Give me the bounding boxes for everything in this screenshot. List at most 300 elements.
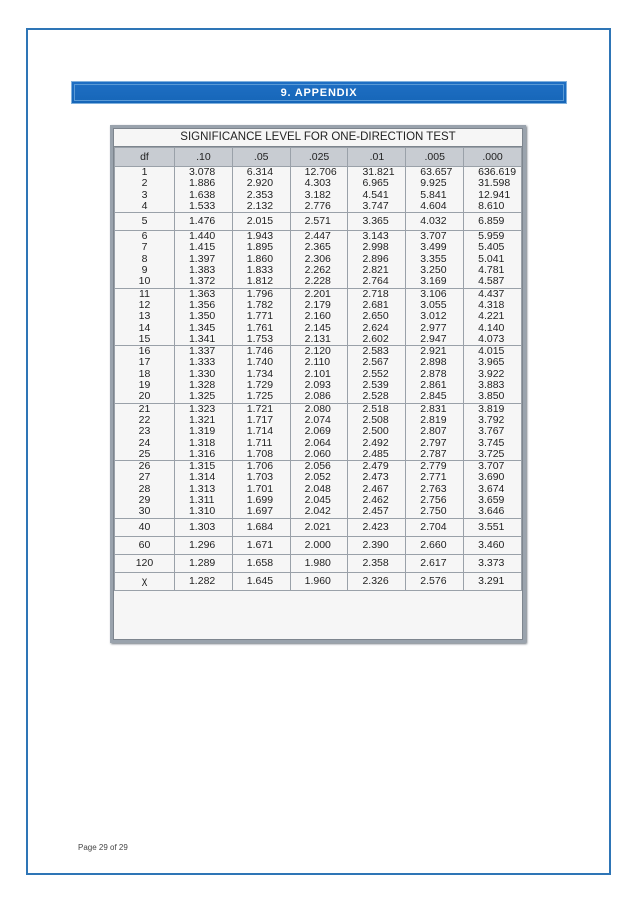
critical-value: 3.792 — [478, 413, 505, 426]
value-cell — [232, 518, 290, 536]
critical-value: 1.289 — [188, 556, 216, 569]
critical-value: 1.960 — [304, 574, 331, 587]
critical-value: 4.015 — [478, 345, 505, 358]
critical-value: 2.358 — [362, 556, 389, 569]
critical-value: 2.920 — [246, 177, 274, 190]
df-cell — [115, 572, 175, 590]
critical-value: 9.925 — [420, 177, 447, 190]
df-value: 29 — [138, 494, 151, 507]
df-value: 120 — [135, 556, 154, 569]
critical-value: 1.350 — [188, 310, 216, 323]
critical-value: 6.859 — [478, 215, 505, 228]
value-cell — [232, 231, 290, 288]
value-cell — [232, 167, 290, 213]
critical-value: 4.221 — [478, 310, 505, 323]
df-value: 20 — [138, 390, 151, 403]
critical-value: 6.314 — [246, 166, 274, 178]
value-cell — [348, 572, 406, 590]
value-cell — [464, 231, 522, 288]
critical-value: 2.015 — [246, 215, 274, 228]
critical-value: 2.447 — [304, 230, 331, 243]
critical-value: 2.492 — [362, 436, 389, 449]
value-cell — [348, 518, 406, 536]
value-cell — [348, 213, 406, 231]
critical-value: 2.060 — [304, 447, 331, 460]
df-value: 60 — [138, 538, 151, 551]
df-cell — [115, 346, 175, 403]
critical-value: 1.658 — [246, 556, 274, 569]
critical-value: 4.140 — [478, 321, 505, 334]
df-cell — [115, 461, 175, 518]
critical-value: 6.965 — [362, 177, 389, 190]
critical-value: 2.131 — [304, 332, 331, 345]
df-cell — [115, 554, 175, 572]
critical-value: 1.708 — [246, 447, 274, 460]
value-cell — [232, 536, 290, 554]
critical-value: 2.479 — [362, 460, 389, 473]
value-cell — [464, 403, 522, 460]
value-cell — [290, 518, 348, 536]
header-col: .10 — [174, 148, 232, 167]
table-row-group — [115, 403, 522, 460]
critical-value: 2.552 — [362, 367, 389, 380]
df-value: 6 — [141, 230, 148, 243]
critical-value: 2.365 — [304, 241, 331, 254]
critical-value: 3.707 — [478, 460, 505, 473]
critical-value: 2.423 — [362, 520, 389, 533]
value-cell — [406, 213, 464, 231]
critical-value: 2.179 — [304, 298, 331, 311]
df-value: 40 — [138, 520, 151, 533]
df-cell — [115, 231, 175, 288]
critical-value: 2.576 — [420, 574, 447, 587]
df-cell — [115, 518, 175, 536]
value-cell — [348, 536, 406, 554]
value-cell — [174, 288, 232, 345]
critical-value: 2.326 — [362, 574, 389, 587]
value-cell — [290, 536, 348, 554]
critical-value: 1.341 — [188, 332, 216, 345]
critical-value: 1.943 — [246, 230, 274, 243]
critical-value: 1.697 — [246, 505, 274, 518]
critical-value: 3.169 — [420, 275, 447, 288]
critical-value: 4.604 — [420, 199, 447, 212]
critical-value: 1.725 — [246, 390, 274, 403]
df-value: 17 — [138, 356, 151, 369]
value-cell — [290, 403, 348, 460]
df-value: 18 — [138, 367, 151, 380]
df-value: 9 — [141, 264, 148, 277]
critical-value: 2.473 — [362, 471, 389, 484]
critical-value: 1.701 — [246, 482, 274, 495]
critical-value: 1.734 — [246, 367, 274, 380]
table-row-group — [115, 288, 522, 345]
critical-value: 2.764 — [362, 275, 389, 288]
critical-value: 4.303 — [304, 177, 331, 190]
df-value: 14 — [138, 321, 151, 334]
section-heading — [71, 81, 567, 104]
critical-value: 1.782 — [246, 298, 274, 311]
critical-value: 2.074 — [304, 413, 331, 426]
critical-value: 2.508 — [362, 413, 389, 426]
critical-value: 2.787 — [420, 447, 447, 460]
critical-value: 1.980 — [304, 556, 331, 569]
table-row-group — [115, 213, 522, 231]
critical-value: 2.101 — [304, 367, 331, 380]
value-cell — [232, 461, 290, 518]
table-row-group — [115, 346, 522, 403]
critical-value: 2.518 — [362, 402, 389, 415]
critical-value: 1.476 — [188, 215, 216, 228]
critical-value: 2.602 — [362, 332, 389, 345]
critical-value: 1.699 — [246, 494, 274, 507]
critical-value: 1.711 — [246, 436, 273, 449]
critical-value: 2.977 — [420, 321, 447, 334]
critical-value: 2.898 — [420, 356, 447, 369]
critical-value: 3.055 — [420, 298, 447, 311]
critical-value: 1.860 — [246, 252, 274, 265]
table-row-group — [115, 518, 522, 536]
df-cell — [115, 167, 175, 213]
critical-value: 1.318 — [188, 436, 216, 449]
critical-value: 1.337 — [188, 345, 216, 358]
df-value: 19 — [138, 379, 151, 392]
value-cell — [290, 167, 348, 213]
critical-value: 2.069 — [304, 425, 331, 438]
critical-value: 1.296 — [188, 538, 216, 551]
critical-value: 1.313 — [188, 482, 216, 495]
df-cell — [115, 403, 175, 460]
section-heading-text: 9. APPENDIX — [280, 86, 358, 99]
critical-value: 3.747 — [362, 199, 389, 212]
critical-value: 2.093 — [304, 379, 331, 392]
critical-value: 3.725 — [478, 447, 505, 460]
critical-value: 1.319 — [188, 425, 216, 438]
critical-value: 2.831 — [420, 402, 447, 415]
critical-value: 3.365 — [362, 215, 389, 228]
critical-value: 2.797 — [420, 436, 447, 449]
critical-value: 12.941 — [478, 188, 511, 201]
critical-value: 2.681 — [362, 298, 389, 311]
value-cell — [348, 231, 406, 288]
value-cell — [232, 213, 290, 231]
critical-value: 3.551 — [478, 520, 505, 533]
critical-value: 2.042 — [304, 505, 331, 518]
critical-value: 3.690 — [478, 471, 505, 484]
value-cell — [232, 346, 290, 403]
df-value: 30 — [138, 505, 151, 518]
value-cell — [174, 213, 232, 231]
critical-value: 1.345 — [188, 321, 216, 334]
critical-value: 2.763 — [420, 482, 447, 495]
value-cell — [406, 231, 464, 288]
critical-value: 4.781 — [478, 264, 505, 277]
critical-value: 1.796 — [246, 287, 274, 300]
header-col: .005 — [406, 148, 464, 167]
critical-value: 3.078 — [188, 166, 216, 178]
critical-value: 4.587 — [478, 275, 505, 288]
critical-value: 3.373 — [478, 556, 505, 569]
critical-value: 2.660 — [420, 538, 447, 551]
critical-value: 4.437 — [478, 287, 505, 300]
value-cell — [290, 572, 348, 590]
critical-value: 2.528 — [362, 390, 389, 403]
critical-value: 2.064 — [304, 436, 331, 449]
critical-value: 1.684 — [246, 520, 274, 533]
value-cell — [348, 167, 406, 213]
critical-value: 2.650 — [362, 310, 389, 323]
value-cell — [464, 288, 522, 345]
critical-value: 2.110 — [304, 356, 331, 369]
critical-value: 2.201 — [304, 287, 331, 300]
critical-value: 1.316 — [188, 447, 216, 460]
critical-value: 1.325 — [188, 390, 216, 403]
critical-value: 5.041 — [478, 252, 505, 265]
critical-value: 1.717 — [246, 413, 274, 426]
df-cell — [115, 536, 175, 554]
critical-value: 1.703 — [246, 471, 274, 484]
critical-value: 1.315 — [188, 460, 216, 473]
critical-value: 2.845 — [420, 390, 447, 403]
critical-value: 1.311 — [188, 494, 215, 507]
df-value: 27 — [138, 471, 151, 484]
critical-value: 1.328 — [188, 379, 216, 392]
critical-value: 3.674 — [478, 482, 505, 495]
df-value: 28 — [138, 482, 151, 495]
df-value: 5 — [141, 215, 148, 228]
header-col: .025 — [290, 148, 348, 167]
critical-value: 3.499 — [420, 241, 447, 254]
critical-value: 2.457 — [362, 505, 389, 518]
df-value: 4 — [141, 199, 148, 212]
critical-value: 1.533 — [188, 199, 216, 212]
df-cell — [115, 288, 175, 345]
critical-value: 1.310 — [188, 505, 216, 518]
critical-value: 3.460 — [478, 538, 505, 551]
critical-value: 1.729 — [246, 379, 274, 392]
table-title: SIGNIFICANCE LEVEL FOR ONE-DIRECTION TEST — [114, 129, 522, 147]
table-row-group — [115, 461, 522, 518]
critical-value: 12.706 — [304, 166, 337, 178]
critical-value: 2.052 — [304, 471, 331, 484]
critical-value: 2.624 — [362, 321, 389, 334]
critical-value: 2.500 — [362, 425, 389, 438]
critical-value: 2.921 — [420, 345, 447, 358]
value-cell — [406, 518, 464, 536]
critical-value: 1.886 — [188, 177, 216, 190]
df-value: 22 — [138, 413, 151, 426]
value-cell — [464, 213, 522, 231]
critical-value: 2.878 — [420, 367, 447, 380]
value-cell — [174, 346, 232, 403]
critical-value: 1.440 — [188, 230, 216, 243]
critical-value: 2.306 — [304, 252, 331, 265]
critical-value: 2.228 — [304, 275, 331, 288]
value-cell — [290, 554, 348, 572]
critical-value: 2.145 — [304, 321, 331, 334]
critical-value: 4.541 — [362, 188, 389, 201]
critical-value: 3.965 — [478, 356, 505, 369]
value-cell — [290, 288, 348, 345]
value-cell — [174, 572, 232, 590]
header-col: .01 — [348, 148, 406, 167]
critical-value: 2.000 — [304, 538, 331, 551]
df-value: 2 — [141, 177, 148, 190]
df-cell — [115, 213, 175, 231]
critical-value: 1.740 — [246, 356, 274, 369]
critical-value: 3.850 — [478, 390, 505, 403]
critical-value: 3.767 — [478, 425, 505, 438]
critical-value: 1.282 — [188, 574, 216, 587]
value-cell — [174, 554, 232, 572]
df-value: 11 — [139, 287, 150, 300]
critical-value: 2.567 — [362, 356, 389, 369]
table-body — [115, 167, 522, 591]
critical-value: 2.485 — [362, 447, 389, 460]
critical-value: 1.895 — [246, 241, 274, 254]
value-cell — [464, 572, 522, 590]
value-cell — [290, 231, 348, 288]
critical-value: 2.617 — [420, 556, 447, 569]
critical-value: 2.756 — [420, 494, 447, 507]
value-cell — [348, 461, 406, 518]
critical-value: 2.779 — [420, 460, 447, 473]
critical-value: 1.753 — [246, 332, 274, 345]
critical-value: 2.704 — [420, 520, 447, 533]
critical-value: 2.160 — [304, 310, 331, 323]
critical-value: 1.415 — [188, 241, 216, 254]
value-cell — [174, 518, 232, 536]
value-cell — [232, 403, 290, 460]
value-cell — [406, 288, 464, 345]
header-col: .05 — [232, 148, 290, 167]
value-cell — [348, 403, 406, 460]
critical-value: 2.819 — [420, 413, 447, 426]
critical-value: 1.333 — [188, 356, 216, 369]
critical-value: 1.397 — [188, 252, 216, 265]
critical-value: 2.750 — [420, 505, 447, 518]
t-table-image — [110, 125, 526, 643]
value-cell — [348, 346, 406, 403]
critical-value: 2.262 — [304, 264, 331, 277]
df-value: 12 — [138, 298, 151, 311]
t-table — [113, 128, 523, 640]
critical-value: 2.462 — [362, 494, 389, 507]
critical-value: 3.250 — [420, 264, 447, 277]
df-value: 25 — [138, 447, 151, 460]
critical-value: 31.598 — [478, 177, 511, 190]
df-value: 26 — [138, 460, 151, 473]
critical-value: 2.390 — [362, 538, 389, 551]
critical-value: 1.383 — [188, 264, 216, 277]
critical-value: 3.355 — [420, 252, 447, 265]
table-row-group — [115, 167, 522, 213]
value-cell — [406, 346, 464, 403]
df-value: 24 — [138, 436, 151, 449]
header-df: df — [115, 148, 175, 167]
critical-value: 1.356 — [188, 298, 216, 311]
critical-value: 1.314 — [188, 471, 216, 484]
df-value: 21 — [138, 402, 151, 415]
critical-value: 2.861 — [420, 379, 447, 392]
critical-value: 2.056 — [304, 460, 331, 473]
value-cell — [406, 167, 464, 213]
critical-value: 2.807 — [420, 425, 447, 438]
critical-value: 31.821 — [362, 166, 395, 178]
critical-value: 1.833 — [246, 264, 274, 277]
critical-value: 2.771 — [420, 471, 447, 484]
critical-value: 3.707 — [420, 230, 447, 243]
df-value: 3 — [141, 188, 148, 201]
critical-value: 636.619 — [478, 166, 517, 178]
critical-value: 1.771 — [246, 310, 274, 323]
critical-value: 2.021 — [304, 520, 331, 533]
df-value: 7 — [141, 241, 148, 254]
critical-value: 3.012 — [420, 310, 447, 323]
critical-value: 63.657 — [420, 166, 453, 178]
value-cell — [406, 461, 464, 518]
df-value: 8 — [141, 252, 148, 265]
critical-value: 1.638 — [188, 188, 216, 201]
value-cell — [406, 554, 464, 572]
critical-value: 2.120 — [304, 345, 331, 358]
df-value: 13 — [138, 310, 151, 323]
critical-value: 1.761 — [246, 321, 274, 334]
critical-value: 3.883 — [478, 379, 505, 392]
value-cell — [464, 167, 522, 213]
value-cell — [464, 346, 522, 403]
value-cell — [232, 554, 290, 572]
table-row-group — [115, 231, 522, 288]
critical-value: 2.539 — [362, 379, 389, 392]
value-cell — [290, 213, 348, 231]
critical-value: 2.821 — [362, 264, 389, 277]
critical-value: 1.330 — [188, 367, 216, 380]
critical-value: 2.718 — [362, 287, 389, 300]
table-row-group — [115, 572, 522, 590]
critical-value: 1.321 — [188, 413, 216, 426]
critical-value: 5.405 — [478, 241, 505, 254]
value-cell — [464, 554, 522, 572]
value-cell — [348, 554, 406, 572]
table-row-group — [115, 536, 522, 554]
df-value: 23 — [138, 425, 151, 438]
critical-value: 2.086 — [304, 390, 331, 403]
df-value: 1 — [141, 166, 148, 178]
critical-value: 3.922 — [478, 367, 505, 380]
value-cell — [290, 346, 348, 403]
critical-value: 3.143 — [362, 230, 389, 243]
critical-value: 1.363 — [188, 287, 216, 300]
value-cell — [174, 231, 232, 288]
critical-value: 1.671 — [246, 538, 274, 551]
critical-value: 1.323 — [188, 402, 216, 415]
critical-value: 5.841 — [420, 188, 447, 201]
critical-value: 4.318 — [478, 298, 505, 311]
critical-value: 3.291 — [478, 574, 505, 587]
value-cell — [232, 288, 290, 345]
critical-value: 2.998 — [362, 241, 389, 254]
value-cell — [406, 572, 464, 590]
header-col: .000 — [464, 148, 522, 167]
critical-value: 2.048 — [304, 482, 331, 495]
critical-value: 2.080 — [304, 402, 331, 415]
critical-value: 1.812 — [246, 275, 274, 288]
critical-value: 2.896 — [362, 252, 389, 265]
page-number: Page 29 of 29 — [78, 843, 128, 852]
critical-value: 4.073 — [478, 332, 505, 345]
critical-value: 8.610 — [478, 199, 505, 212]
